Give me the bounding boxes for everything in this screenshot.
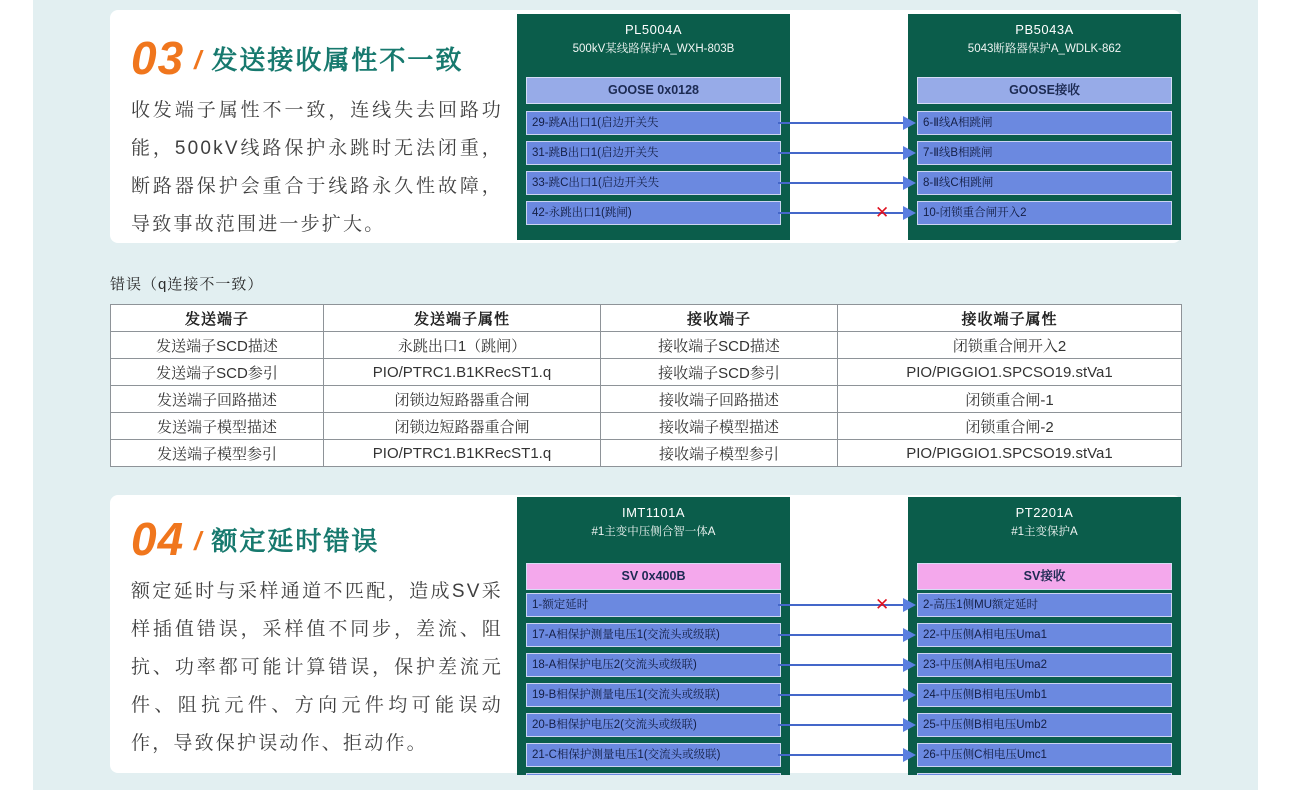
send-port: 31-跳B出口1(启边开关失 <box>526 141 781 165</box>
device-desc: #1主变保护A <box>1011 526 1078 538</box>
column-header: 接收端子 <box>601 305 838 332</box>
cell-label: 发送端子SCD参引 <box>111 359 324 386</box>
cell-label: 发送端子SCD描述 <box>111 332 324 359</box>
sv-send-block-header: SV 0x400B <box>526 563 781 590</box>
receive-port: 8-Ⅱ线C相跳闸 <box>917 171 1172 195</box>
section-04-number: 04 <box>131 513 185 565</box>
receive-port: 25-中压侧B相电压Umb2 <box>917 713 1172 737</box>
arrowhead-icon <box>903 176 916 190</box>
section-03-number: 03 <box>131 32 185 84</box>
sv-receiver-panel <box>908 497 1181 775</box>
receive-port-clipped <box>917 773 1172 775</box>
cell-value: 闭锁边短路器重合闸 <box>324 413 601 440</box>
connection-arrow <box>778 664 916 666</box>
arrowhead-icon <box>903 116 916 130</box>
section-03-slash: / <box>194 45 202 75</box>
arrowhead-icon <box>903 146 916 160</box>
table-header-row <box>111 305 1182 332</box>
cell-label: 接收端子回路描述 <box>601 386 838 413</box>
column-header: 发送端子属性 <box>324 305 601 332</box>
cell-label: 发送端子回路描述 <box>111 386 324 413</box>
section-04-slash: / <box>194 526 202 556</box>
send-port: 42-永跳出口1(跳闸) <box>526 201 781 225</box>
section-04-body: 额定延时与采样通道不匹配，造成SV采样插值错误，采样值不同步，差流、阻抗、功率都可能计算错误，保护差流元件、阻抗元件、方向元件均可能误动作，导致保护误动作、拒动作。 <box>131 581 503 754</box>
goose-send-block-header: GOOSE 0x0128 <box>526 77 781 104</box>
send-port: 19-B相保护测量电压1(交流头或级联) <box>526 683 781 707</box>
arrowhead-icon <box>903 658 916 672</box>
connection-arrow <box>778 634 916 636</box>
arrowhead-icon <box>903 718 916 732</box>
receive-port: 24-中压侧B相电压Umb1 <box>917 683 1172 707</box>
arrowhead-icon <box>903 628 916 642</box>
sv-receive-block-header: SV接收 <box>917 563 1172 590</box>
receive-port: 22-中压侧A相电压Uma1 <box>917 623 1172 647</box>
device-name: PT2201A <box>1015 505 1074 520</box>
connection-arrow-error <box>778 604 916 606</box>
table-row <box>111 386 1182 413</box>
section-04-text <box>131 513 503 763</box>
cell-value: 闭锁边短路器重合闸 <box>324 386 601 413</box>
receive-port: 6-Ⅱ线A相跳闸 <box>917 111 1172 135</box>
connection-arrow <box>778 122 916 124</box>
arrowhead-icon <box>903 688 916 702</box>
cell-value-reference: PIO/PTRC1.B1KRecST1.q <box>324 359 601 386</box>
send-port: 1-额定延时 <box>526 593 781 617</box>
receive-port: 7-Ⅱ线B相跳闸 <box>917 141 1172 165</box>
cell-label: 接收端子SCD描述 <box>601 332 838 359</box>
cell-value: 闭锁重合闸开入2 <box>838 332 1182 359</box>
device-name: IMT1101A <box>621 505 685 520</box>
left-page-margin <box>0 0 33 790</box>
goose-receiver-panel <box>908 14 1181 240</box>
send-port: 29-跳A出口1(启边开关失 <box>526 111 781 135</box>
section-03-body: 收发端子属性不一致，连线失去回路功能，500kV线路保护永跳时无法闭重，断路器保护会重合于线路永久性故障，导致事故范围进一步扩大。 <box>131 100 503 235</box>
connection-arrow <box>778 694 916 696</box>
cell-label: 接收端子SCD参引 <box>601 359 838 386</box>
send-port-clipped <box>526 773 781 775</box>
error-comparison-table <box>110 304 1182 467</box>
receive-port: 26-中压侧C相电压Umc1 <box>917 743 1172 767</box>
error-cross-icon: ✕ <box>875 203 890 222</box>
send-port: 20-B相保护电压2(交流头或级联) <box>526 713 781 737</box>
device-name: PL5004A <box>625 22 682 37</box>
cell-value-reference: PIO/PIGGIO1.SPCSO19.stVa1 <box>838 359 1182 386</box>
cell-value: 闭锁重合闸-2 <box>838 413 1182 440</box>
error-table-caption: 错误（q连接不一致） <box>110 276 264 293</box>
table-row <box>111 359 1182 386</box>
send-port: 18-A相保护电压2(交流头或级联) <box>526 653 781 677</box>
device-desc: #1主变中压侧合智一体A <box>591 526 716 538</box>
table-row <box>111 413 1182 440</box>
device-desc: 5043断路器保护A_WDLK-862 <box>967 43 1122 55</box>
connection-arrow <box>778 754 916 756</box>
table-row <box>111 332 1182 359</box>
cell-value: 闭锁重合闸-1 <box>838 386 1182 413</box>
connection-arrow <box>778 182 916 184</box>
arrowhead-icon <box>903 206 916 220</box>
section-03-text <box>131 32 503 244</box>
receive-port: 2-高压1侧MU额定延时 <box>917 593 1172 617</box>
column-header: 发送端子 <box>111 305 324 332</box>
error-cross-icon: ✕ <box>875 595 890 614</box>
device-name: PB5043A <box>1015 22 1074 37</box>
cell-value-reference: PIO/PIGGIO1.SPCSO19.stVa1 <box>838 440 1182 467</box>
right-page-margin <box>1258 0 1300 790</box>
cell-label: 发送端子模型参引 <box>111 440 324 467</box>
receive-port: 23-中压侧A相电压Uma2 <box>917 653 1172 677</box>
receive-port: 10-闭锁重合闸开入2 <box>917 201 1172 225</box>
table-row <box>111 440 1182 467</box>
cell-label: 接收端子模型描述 <box>601 413 838 440</box>
device-desc: 500kV某线路保护A_WXH-803B <box>572 43 735 55</box>
column-header: 接收端子属性 <box>838 305 1182 332</box>
cell-value-reference: PIO/PTRC1.B1KRecST1.q <box>324 440 601 467</box>
sv-sender-panel <box>517 497 790 775</box>
section-04-title: 额定延时错误 <box>211 526 380 556</box>
arrowhead-icon <box>903 598 916 612</box>
send-port: 17-A相保护测量电压1(交流头或级联) <box>526 623 781 647</box>
cell-label: 发送端子模型描述 <box>111 413 324 440</box>
connection-arrow <box>778 724 916 726</box>
cell-label: 接收端子模型参引 <box>601 440 838 467</box>
cell-value: 永跳出口1（跳闸） <box>324 332 601 359</box>
connection-arrow-error <box>778 212 916 214</box>
send-port: 21-C相保护测量电压1(交流头或级联) <box>526 743 781 767</box>
goose-receive-block-header: GOOSE接收 <box>917 77 1172 104</box>
send-port: 33-跳C出口1(启边开关失 <box>526 171 781 195</box>
section-03-title: 发送接收属性不一致 <box>211 45 464 75</box>
goose-sender-panel <box>517 14 790 240</box>
connection-arrow <box>778 152 916 154</box>
arrowhead-icon <box>903 748 916 762</box>
